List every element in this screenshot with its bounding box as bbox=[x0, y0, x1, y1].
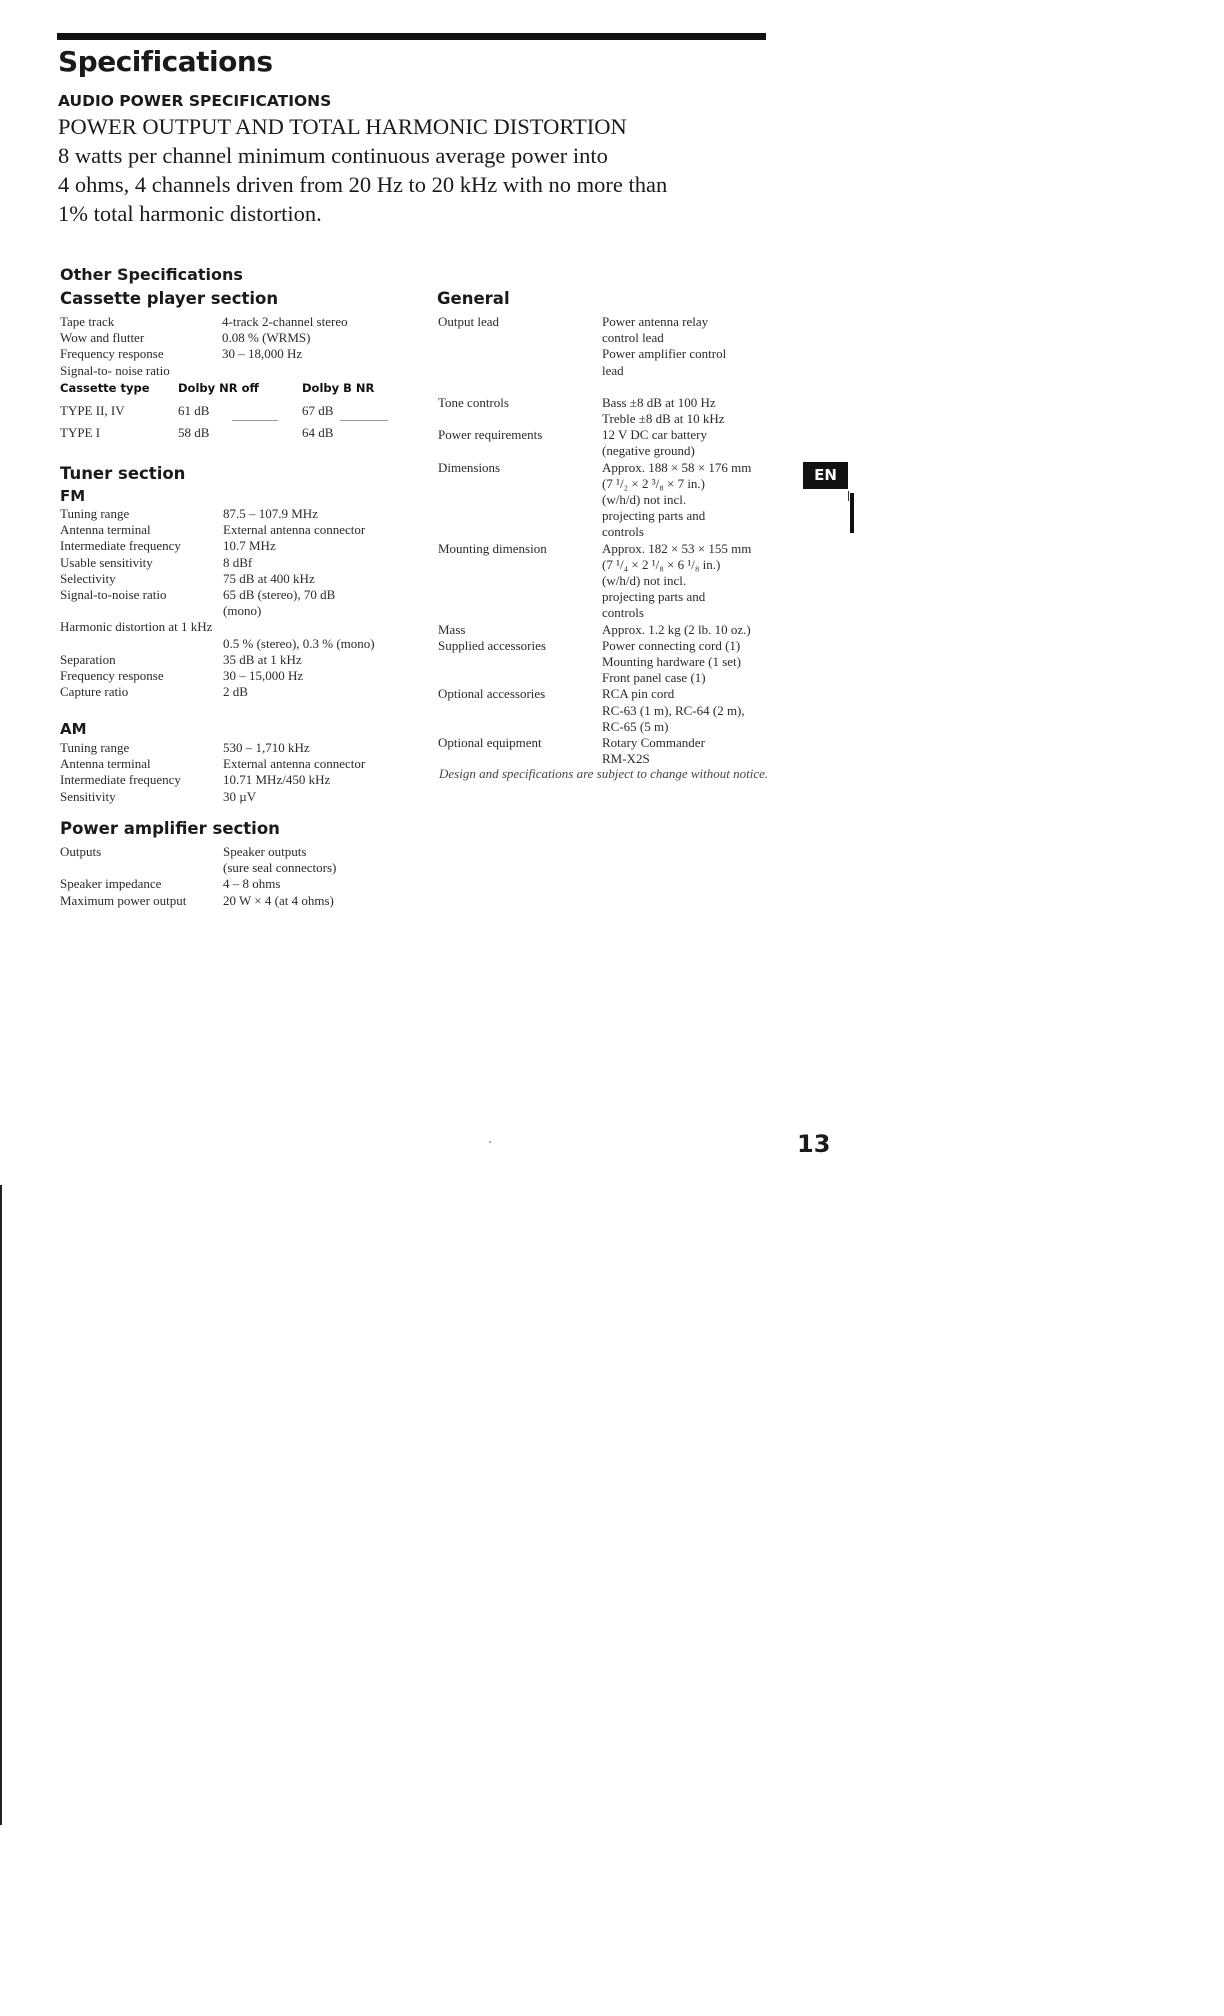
value-line: Speaker outputs bbox=[223, 844, 307, 859]
spec-label: Frequency response bbox=[60, 346, 164, 362]
amplifier-section-heading: Power amplifier section bbox=[60, 819, 280, 838]
table-header-row bbox=[60, 381, 390, 403]
value-line: controls bbox=[602, 524, 644, 540]
spec-row bbox=[60, 555, 410, 571]
spec-value: 0.5 % (stereo), 0.3 % (mono) bbox=[223, 635, 375, 651]
spec-row bbox=[60, 522, 410, 538]
spec-label: Mass bbox=[438, 621, 466, 637]
spec-row bbox=[438, 460, 783, 541]
spec-value: 30 – 18,000 Hz bbox=[222, 346, 303, 362]
value-line: Approx. 188 × 58 × 176 mm bbox=[602, 459, 752, 475]
spec-row bbox=[60, 506, 410, 522]
spec-value: 0.08 % (WRMS) bbox=[222, 330, 311, 346]
value-line: (sure seal connectors) bbox=[223, 860, 337, 876]
spec-row bbox=[60, 652, 410, 668]
spec-value: 4-track 2-channel stereo bbox=[222, 314, 348, 329]
spec-row bbox=[438, 541, 783, 622]
value-line: Approx. 182 × 53 × 155 mm bbox=[602, 540, 752, 556]
spec-row bbox=[60, 571, 410, 587]
table-row bbox=[60, 425, 390, 447]
fm-specs bbox=[60, 506, 410, 700]
table-header: Cassette type bbox=[60, 381, 150, 395]
tuner-section-heading: Tuner section bbox=[60, 464, 186, 483]
page-number: 13 bbox=[797, 1130, 831, 1158]
spec-label: Supplied accessories bbox=[438, 637, 546, 653]
spec-row bbox=[60, 587, 410, 619]
spec-row bbox=[60, 844, 410, 876]
spec-row bbox=[60, 363, 400, 379]
value-line: Power antenna relay bbox=[602, 314, 709, 329]
spec-value: 10.7 MHz bbox=[223, 538, 276, 554]
page-title: Specifications bbox=[58, 45, 273, 78]
value-line: lead bbox=[602, 362, 624, 378]
spec-label: Output lead bbox=[438, 314, 500, 329]
spec-row bbox=[60, 346, 400, 362]
spec-value bbox=[602, 638, 783, 687]
spec-label: Speaker impedance bbox=[60, 876, 162, 892]
cassette-specs bbox=[60, 314, 400, 379]
table-cell: TYPE I bbox=[60, 425, 101, 440]
spec-row bbox=[60, 772, 410, 788]
spec-label: Intermediate frequency bbox=[60, 772, 181, 788]
spec-label: Wow and flutter bbox=[60, 330, 145, 346]
spec-row bbox=[438, 686, 783, 735]
table-header: Dolby NR off bbox=[178, 381, 259, 395]
audio-power-heading: AUDIO POWER SPECIFICATIONS bbox=[58, 92, 332, 110]
side-mark bbox=[848, 491, 849, 501]
value-line: projecting parts and bbox=[602, 508, 706, 524]
spec-value bbox=[602, 314, 783, 379]
spec-value: 2 dB bbox=[223, 684, 248, 700]
spec-row bbox=[60, 876, 410, 892]
spec-row bbox=[438, 735, 783, 767]
power-line: POWER OUTPUT AND TOTAL HARMONIC DISTORTION bbox=[58, 114, 627, 139]
spec-value: 87.5 – 107.9 MHz bbox=[223, 506, 318, 521]
top-rule bbox=[57, 33, 766, 40]
value-line: RM-X2S bbox=[602, 751, 650, 767]
spec-value bbox=[223, 587, 410, 619]
spec-value: 20 W × 4 (at 4 ohms) bbox=[223, 892, 334, 908]
spec-label: Frequency response bbox=[60, 668, 164, 684]
value-line: Rotary Commander bbox=[602, 735, 705, 751]
spec-row bbox=[60, 789, 410, 805]
general-specs bbox=[438, 314, 783, 767]
other-specifications-heading: Other Specifications bbox=[60, 265, 243, 284]
table-cell: 67 dB bbox=[302, 403, 334, 418]
power-line: 8 watts per channel minimum continuous average power into bbox=[58, 143, 608, 168]
value-line: (7 ¹/₂ × 2 ³/₈ × 7 in.) bbox=[602, 475, 706, 491]
table-row bbox=[60, 403, 390, 425]
spec-value: 30 – 15,000 Hz bbox=[223, 668, 304, 684]
spec-value: External antenna connector bbox=[223, 756, 366, 772]
spec-row bbox=[438, 314, 783, 379]
spec-label: Antenna terminal bbox=[60, 522, 151, 538]
spec-label: Optional accessories bbox=[438, 686, 546, 702]
spec-value bbox=[602, 541, 783, 622]
spec-value: 8 dBf bbox=[223, 554, 253, 570]
spec-label: Optional equipment bbox=[438, 735, 542, 751]
spec-value bbox=[222, 363, 400, 379]
spec-value: 530 – 1,710 kHz bbox=[223, 740, 310, 755]
spec-label: Tuning range bbox=[60, 506, 130, 521]
spec-label: Tape track bbox=[60, 314, 115, 329]
value-line: (7 ¹/₄ × 2 ¹/₈ × 6 ¹/₈ in.) bbox=[602, 556, 721, 572]
spec-value: 4 – 8 ohms bbox=[223, 876, 281, 892]
value-line: Power connecting cord (1) bbox=[602, 637, 741, 653]
spec-row bbox=[438, 395, 783, 427]
spec-label: Dimensions bbox=[438, 459, 501, 475]
spec-value bbox=[602, 735, 783, 767]
value-line: 12 V DC car battery bbox=[602, 427, 707, 443]
value-line: Front panel case (1) bbox=[602, 670, 706, 686]
spec-value bbox=[602, 460, 783, 541]
spec-value: 35 dB at 1 kHz bbox=[223, 651, 302, 667]
spec-value: 75 dB at 400 kHz bbox=[223, 570, 315, 586]
cassette-snr-table bbox=[60, 381, 390, 447]
spec-row bbox=[60, 636, 410, 652]
value-line: RCA pin cord bbox=[602, 686, 675, 702]
spec-value: 30 µV bbox=[223, 788, 257, 804]
value-line: 65 dB (stereo), 70 dB bbox=[223, 587, 336, 603]
spec-value bbox=[602, 427, 783, 459]
spec-label: Usable sensitivity bbox=[60, 554, 153, 570]
table-cell: 58 dB bbox=[178, 425, 210, 440]
value-line: Bass ±8 dB at 100 Hz bbox=[602, 394, 716, 410]
value-line: Mounting hardware (1 set) bbox=[602, 654, 741, 670]
value-line: (negative ground) bbox=[602, 443, 695, 459]
value-line: projecting parts and bbox=[602, 589, 706, 605]
spec-row bbox=[60, 740, 410, 756]
value-line: (mono) bbox=[223, 603, 262, 619]
power-line: 4 ohms, 4 channels driven from 20 Hz to 20 kHz with no more than bbox=[58, 172, 668, 197]
spec-label: Mounting dimension bbox=[438, 540, 547, 556]
am-heading: AM bbox=[60, 720, 87, 738]
spec-label: Maximum power output bbox=[60, 892, 187, 908]
value-line: (w/h/d) not incl. bbox=[602, 573, 687, 589]
specifications-note: Design and specifications are subject to change without notice. bbox=[439, 766, 769, 781]
spec-label: Sensitivity bbox=[60, 788, 116, 804]
value-line: Treble ±8 dB at 10 kHz bbox=[602, 411, 725, 427]
value-line: RC-63 (1 m), RC-64 (2 m), bbox=[602, 702, 745, 718]
spec-row bbox=[60, 668, 410, 684]
spec-label: Intermediate frequency bbox=[60, 538, 181, 554]
spec-row bbox=[438, 638, 783, 687]
table-header: Dolby B NR bbox=[302, 381, 375, 395]
value-line: Power amplifier control bbox=[602, 346, 727, 362]
fm-heading: FM bbox=[60, 487, 86, 505]
spec-row bbox=[438, 427, 783, 459]
value-line: controls bbox=[602, 605, 644, 621]
value-line: RC-65 (5 m) bbox=[602, 718, 669, 734]
spec-row bbox=[60, 893, 410, 909]
spec-label: Capture ratio bbox=[60, 684, 129, 700]
spec-row bbox=[438, 622, 783, 638]
spec-label: Harmonic distortion at 1 kHz bbox=[60, 619, 213, 635]
spec-value: 10.71 MHz/450 kHz bbox=[223, 772, 331, 788]
table-rule bbox=[232, 420, 278, 421]
spec-label: Antenna terminal bbox=[60, 756, 151, 772]
spec-label: Tone controls bbox=[438, 394, 509, 410]
spec-value: Approx. 1.2 kg (2 lb. 10 oz.) bbox=[602, 621, 751, 637]
am-specs bbox=[60, 740, 410, 805]
spec-row bbox=[60, 684, 410, 700]
spec-label: Tuning range bbox=[60, 740, 130, 755]
power-output-statement bbox=[58, 112, 778, 228]
spec-label: Outputs bbox=[60, 844, 102, 859]
table-rule bbox=[340, 420, 388, 421]
table-cell: TYPE II, IV bbox=[60, 403, 125, 418]
table-cell: 64 dB bbox=[302, 425, 334, 440]
value-line: control lead bbox=[602, 330, 664, 346]
general-section-heading: General bbox=[437, 289, 510, 308]
spec-row bbox=[60, 538, 410, 554]
spec-label: Power requirements bbox=[438, 427, 543, 443]
scan-dot bbox=[489, 1141, 491, 1143]
spec-label: Signal-to-noise ratio bbox=[60, 587, 167, 603]
spec-row bbox=[60, 314, 400, 330]
amplifier-specs bbox=[60, 844, 410, 909]
spec-label: Signal-to- noise ratio bbox=[60, 362, 170, 378]
power-line: 1% total harmonic distortion. bbox=[58, 201, 322, 226]
side-mark bbox=[850, 493, 854, 533]
language-tab: EN bbox=[803, 462, 848, 489]
spec-row bbox=[60, 330, 400, 346]
spec-row bbox=[60, 756, 410, 772]
cassette-section-heading: Cassette player section bbox=[60, 289, 279, 308]
spec-value bbox=[602, 686, 783, 735]
spec-value bbox=[223, 844, 410, 876]
value-line: (w/h/d) not incl. bbox=[602, 492, 687, 508]
table-cell: 61 dB bbox=[178, 403, 210, 418]
spec-value: External antenna connector bbox=[223, 522, 366, 538]
spec-label: Separation bbox=[60, 651, 116, 667]
spec-value bbox=[602, 395, 783, 427]
page-edge-line bbox=[0, 1185, 2, 1825]
spec-label: Selectivity bbox=[60, 570, 116, 586]
